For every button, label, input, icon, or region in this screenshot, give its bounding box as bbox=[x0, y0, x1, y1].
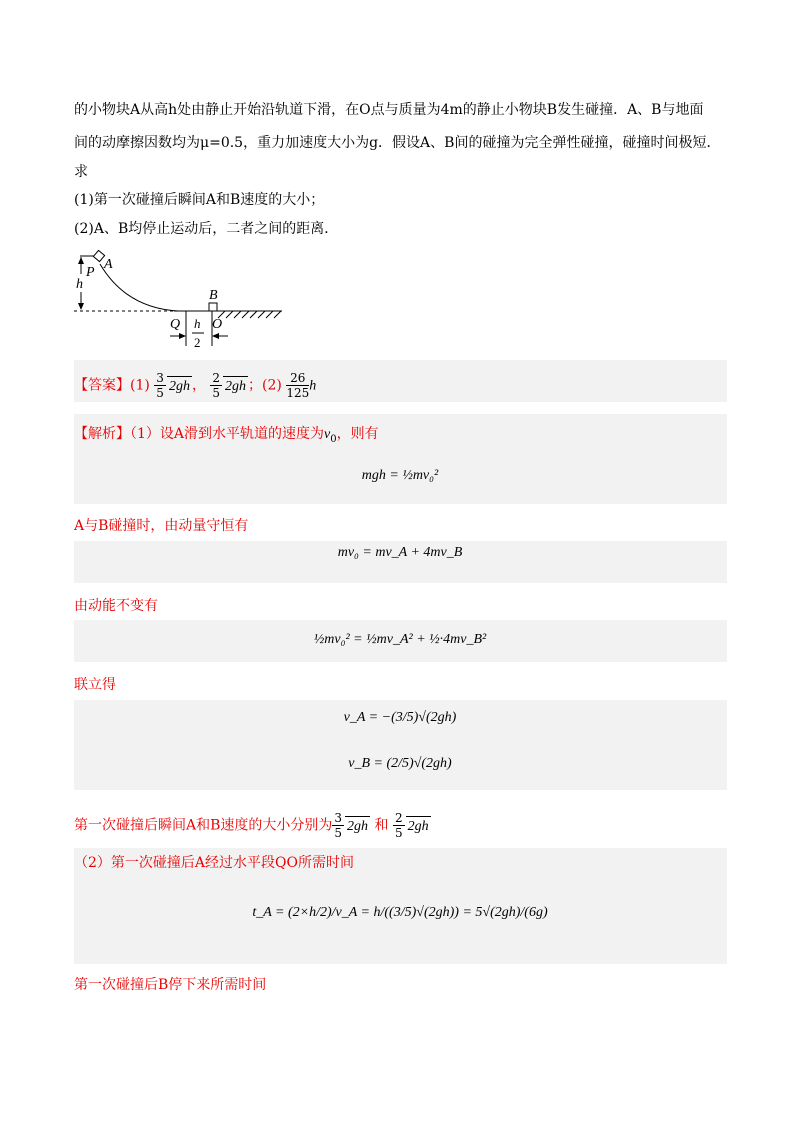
equation-momentum: mv₀ = mv_A + 4mv_B bbox=[337, 545, 463, 560]
part2-intro: （2）第一次碰撞后A经过水平段QO所需时间 bbox=[74, 855, 354, 871]
equation-va: v_A = −(3/5)√(2gh) bbox=[343, 710, 457, 725]
equation-energy: ½mv₀² = ½mv_A² + ½·4mv_B² bbox=[313, 632, 487, 647]
label-h-num: h bbox=[194, 316, 201, 331]
answer-frac-2: $\frac{2}{5}$ bbox=[212, 371, 221, 400]
problem-line-2: 间的动摩擦因数均为μ=0.5，重力加速度大小为g．假设A、B间的碰撞为完全弹性碰撞，碰撞时间极短． bbox=[74, 135, 721, 151]
text-momentum: A与B碰撞时，由动量守恒有 bbox=[74, 518, 249, 534]
label-q: Q bbox=[170, 317, 181, 332]
label-h-den: 2 bbox=[194, 335, 201, 350]
text-b-stop: 第一次碰撞后B停下来所需时间 bbox=[74, 977, 267, 993]
label-p: P bbox=[86, 265, 95, 280]
label-b: B bbox=[209, 288, 218, 303]
problem-line-1: 的小物块A从高h处由静止开始沿轨道下滑，在O点与质量为4m的静止小物块B发生碰撞．A、B与地面 bbox=[74, 102, 704, 118]
label-a: A bbox=[104, 257, 113, 272]
answer-sep-1: ， bbox=[191, 377, 206, 394]
dim-arrowhead-left bbox=[179, 333, 186, 339]
answer-tag: 【答案】 bbox=[74, 377, 130, 394]
block-b bbox=[209, 303, 217, 311]
solution-intro-sub: 0 bbox=[330, 433, 337, 445]
answer-line bbox=[74, 371, 316, 400]
solution-intro-var: v bbox=[324, 427, 331, 442]
text-energy: 由动能不变有 bbox=[74, 598, 158, 614]
equation-energy-start: mgh = ½mv₀² bbox=[361, 468, 439, 483]
result-line bbox=[74, 811, 431, 840]
track-diagram-svg bbox=[66, 250, 296, 360]
track-diagram bbox=[66, 250, 296, 360]
solution-intro bbox=[74, 424, 379, 450]
answer-frac-1: $\frac{3}{5}$ bbox=[156, 371, 164, 400]
answer-sep-2: ；(2) bbox=[248, 377, 282, 394]
solution-tag: 【解析】 bbox=[74, 426, 130, 442]
answer-tail: h bbox=[309, 378, 317, 394]
text-combine: 联立得 bbox=[74, 677, 116, 693]
question-1: (1)第一次碰撞后瞬间A和B速度的大小； bbox=[74, 192, 325, 208]
answer-part1: (1) bbox=[130, 377, 150, 394]
height-arrowhead-up bbox=[78, 257, 84, 264]
question-2: (2)A、B均停止运动后，二者之间的距离． bbox=[74, 221, 339, 237]
height-arrowhead-down bbox=[78, 303, 84, 310]
block-a bbox=[93, 250, 104, 261]
solution-intro-end: ，则有 bbox=[336, 426, 379, 442]
ground-hatching bbox=[218, 311, 281, 318]
result-sqrt-b: 2gh bbox=[406, 816, 431, 837]
result-text: 第一次碰撞后瞬间A和B速度的大小分别为 bbox=[74, 817, 333, 834]
label-o: O bbox=[212, 317, 223, 332]
solution-intro-text: （1）设A滑到水平轨道的速度为 bbox=[130, 426, 325, 442]
result-sqrt-a: 2gh bbox=[345, 816, 370, 837]
equation-vb: v_B = (2/5)√(2gh) bbox=[348, 756, 452, 771]
result-frac-b: $\frac{2}{5}$ bbox=[394, 811, 403, 840]
dim-arrowhead-right bbox=[212, 333, 219, 339]
problem-line-3: 求 bbox=[74, 164, 88, 180]
answer-frac-3: $\frac{26}{125}$ bbox=[286, 371, 310, 400]
result-and: 和 bbox=[374, 817, 389, 834]
equation-ta: t_A = (2×h/2)/v_A = h/((3/5)√(2gh)) = 5√(2gh)/(6g) bbox=[252, 905, 548, 920]
answer-sqrt-1: 2gh bbox=[167, 376, 192, 397]
answer-sqrt-2: 2gh bbox=[223, 376, 248, 397]
label-h: h bbox=[76, 277, 83, 292]
result-frac-a: $\frac{3}{5}$ bbox=[334, 811, 343, 840]
